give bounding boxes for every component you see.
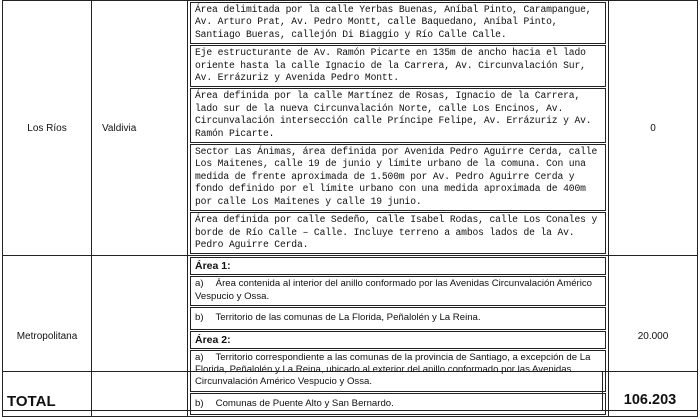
item-text: Territorio de las comunas de La Florida, Peñalolén y La Reina. [215, 312, 481, 324]
total-row [2, 371, 698, 411]
item-label: b) [195, 397, 204, 409]
area-description: Eje estructurante de Av. Ramón Picarte en 135m de ancho hacia el lado oriente hasta la calle Ignacio de la Carrera, Av. Circunvalación Sur, Av. Errázuriz y Avenida Pedro Montt. [190, 45, 606, 87]
area-description: Sector Las Ánimas, área definida por Avenida Pedro Aguirre Cerda, calle Los Maitenes, calle 19 de junio y límite urbano de la comuna. Con una medida de frente aproximada de 1.500m por Av. Pedro Aguirre Cerda y fondo definido por el límite urbano con una medida aproximada de 400m por calle Los Maitenes y calle 19 junio. [190, 144, 606, 211]
area-description: Área definida por la calle Martínez de Rosas, Ignacio de la Carrera, lado sur de la nueva Circunvalación Norte, calle Los Encinos, Av. Circunvalación intersección calle Príncipe Felipe, Av. Errázuriz y Av. Ramón Picarte. [190, 88, 606, 143]
area-item [190, 276, 606, 306]
item-text: Territorio correspondiente a las comunas de la provincia de Santiago, a excepción de La Florida, Peñalolén y La Reina, ubicado al exterior del anillo conformado por las Avenidas Circunvalación Américo Vespucio y Ossa. [195, 351, 591, 388]
value-cell: 0 [609, 1, 698, 256]
item-label: a) [195, 278, 204, 290]
item-text: Comunas de Puente Alto y San Bernardo. [215, 397, 394, 409]
total-label: TOTAL [3, 372, 603, 411]
city-cell: Valdivia [92, 1, 188, 256]
area-item [190, 307, 606, 329]
total-value: 106.203 [603, 372, 698, 411]
regions-table [2, 0, 698, 417]
area-title: Área 1: [190, 257, 606, 275]
region-cell: Metropolitana [3, 256, 92, 417]
item-label: b) [195, 312, 204, 324]
areas-cell [188, 1, 609, 256]
area-description: Área definida por calle Sedeño, calle Isabel Rodas, calle Los Conales y borde de Río Calle – Calle. Incluye terreno a ambos lados de la Av. Pedro Aguirre Cerda. [190, 212, 606, 254]
item-label: a) [195, 351, 204, 363]
item-text: Área contenida al interior del anillo conformado por las Avenidas Circunvalación Américo Vespucio y Ossa. [195, 278, 592, 302]
area-title: Área 2: [190, 331, 606, 349]
area-description: Área delimitada por la calle Yerbas Buenas, Aníbal Pinto, Carampangue, Av. Arturo Prat, Av. Pedro Montt, calle Baquedano, Aníbal Pinto, Santiago Bueras, callejón Di Biaggio y Río Calle Calle. [190, 2, 606, 44]
table-row [3, 1, 698, 256]
value-cell: 20.000 [609, 256, 698, 417]
region-cell: Los Ríos [3, 1, 92, 256]
